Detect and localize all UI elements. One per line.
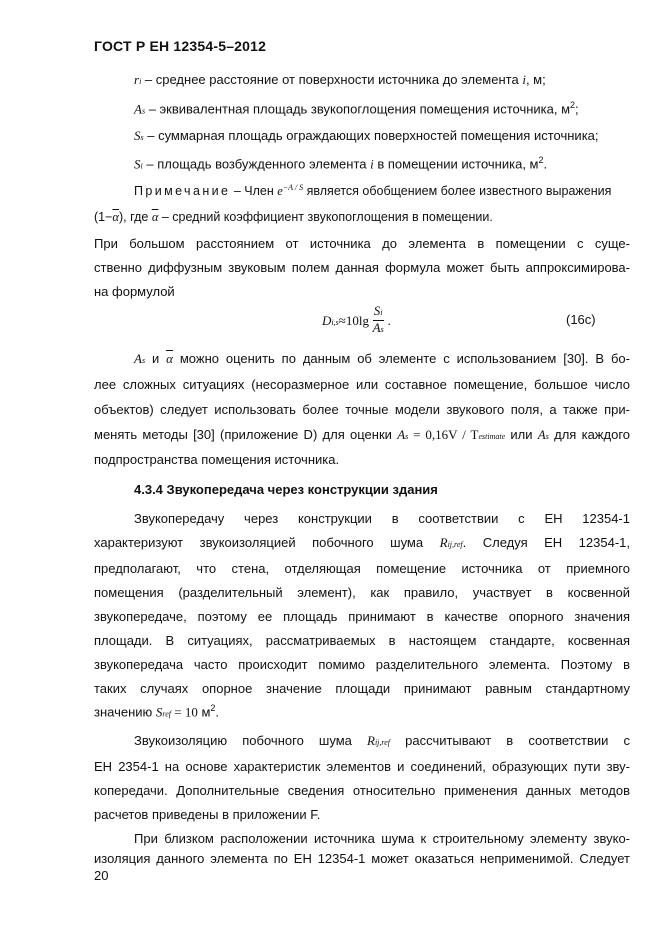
para1-line-3: на формулой (94, 284, 175, 299)
page-number: 20 (94, 868, 109, 883)
para1-line-1: При большом расстоянием от источника до элемента в помещении с суще- (94, 236, 630, 251)
note-line-1: Примечание – Член $e^{-A / S}$ является обобщением более известного выражения (134, 183, 612, 199)
para4-line-3: копередачи. Дополнительные сведения относительно применения данных методов (94, 783, 630, 798)
document-header: ГОСТ Р ЕН 12354-5–2012 (94, 38, 267, 54)
note-label: Примечание (134, 184, 231, 199)
para1-line-2: ственно диффузным звуковым полем данная формула может быть аппроксимирова- (94, 260, 630, 275)
section-heading (134, 482, 438, 497)
formula-fraction: $\frac{Si}{As}$ (372, 303, 384, 335)
para4-line-2: ЕН 2354-1 на основе характеристик элементов и соединений, образующих пути зву- (94, 759, 630, 774)
para3-line-9: значению Sref = 10 $м^2$. (94, 703, 220, 720)
para3-line-5: звукопередаче, поэтому ее площадь принимают в качестве опорного значения (94, 609, 630, 624)
section-number: 4.3.4 (134, 482, 163, 497)
definition-as: As – эквивалентная площадь звукопоглощения помещения источника, $м^2$; (134, 100, 579, 117)
para2-line-2: лее сложных ситуациях (несоразмерное или составное помещение, большое число (94, 377, 630, 392)
section-title: Звукопередача через конструкции здания (166, 482, 438, 497)
para2-line-3: объектов) следует использовать более точные модели звукового поля, а также при- (94, 402, 630, 417)
definition-r: ri – среднее расстояние от поверхности источника до элемента i, м; (134, 72, 546, 87)
para3-line-7: звукопередача часто происходит помимо разделительного элемента. Поэтому в (94, 657, 630, 672)
para3-line-4: помещения (разделительный элемент), как правило, участвует в косвенной (94, 585, 630, 600)
definition-si: Si – площадь возбужденного элемента i в помещении источника, $м^2$. (134, 155, 548, 172)
para3-line-8: таких случаях опорное значение площади принимают равным стандартному (94, 681, 630, 696)
para3-line-3: предполагают, что стена, отделяющая помещение источника от приемного (94, 561, 630, 576)
para4-line-4: расчетов приведены в приложении F. (94, 807, 321, 822)
definition-ss: Ss – суммарная площадь ограждающих поверхностей помещения источника; (134, 128, 599, 143)
para5-line-1: При близком расположении источника шума к строительному элементу звуко- (134, 831, 630, 846)
formula-16c: Di,s≈10lg $\frac{Si}{As}$ . (322, 303, 391, 335)
para2-line-4: менять методы [30] (приложение D) для оценки As = 0,16V / Testimate или As для каждого (94, 427, 631, 442)
para5-line-2: изоляция данного элемента по ЕН 12354-1 может оказаться неприменимой. Следует (94, 851, 630, 866)
para4-line-1: Звукоизоляцию побочного шума Rij,ref рассчитывают в соответствии с (134, 733, 630, 748)
para3-line-1: Звукопередачу через конструкции в соответствии с ЕН 12354-1 (134, 511, 630, 526)
para3-line-6: площади. В ситуациях, рассматриваемых в настоящем стандарте, косвенная (94, 633, 630, 648)
para3-line-2: характеризуют звукоизоляцией побочного шума Rij,ref. Следуя ЕН 12354-1, (94, 535, 630, 550)
formula-number: (16c) (566, 312, 596, 327)
note-line-2: $(1-\overline{\alpha})$, где $\overline{\alpha}$ – средний коэффициент звукопоглощения в помещении. (94, 210, 493, 224)
para2-line-1: As и $\overline{\alpha}$ можно оценить по данным об элементе с использованием [30]. В бо- (134, 351, 630, 366)
para2-line-5: подпространства помещения источника. (94, 452, 340, 467)
